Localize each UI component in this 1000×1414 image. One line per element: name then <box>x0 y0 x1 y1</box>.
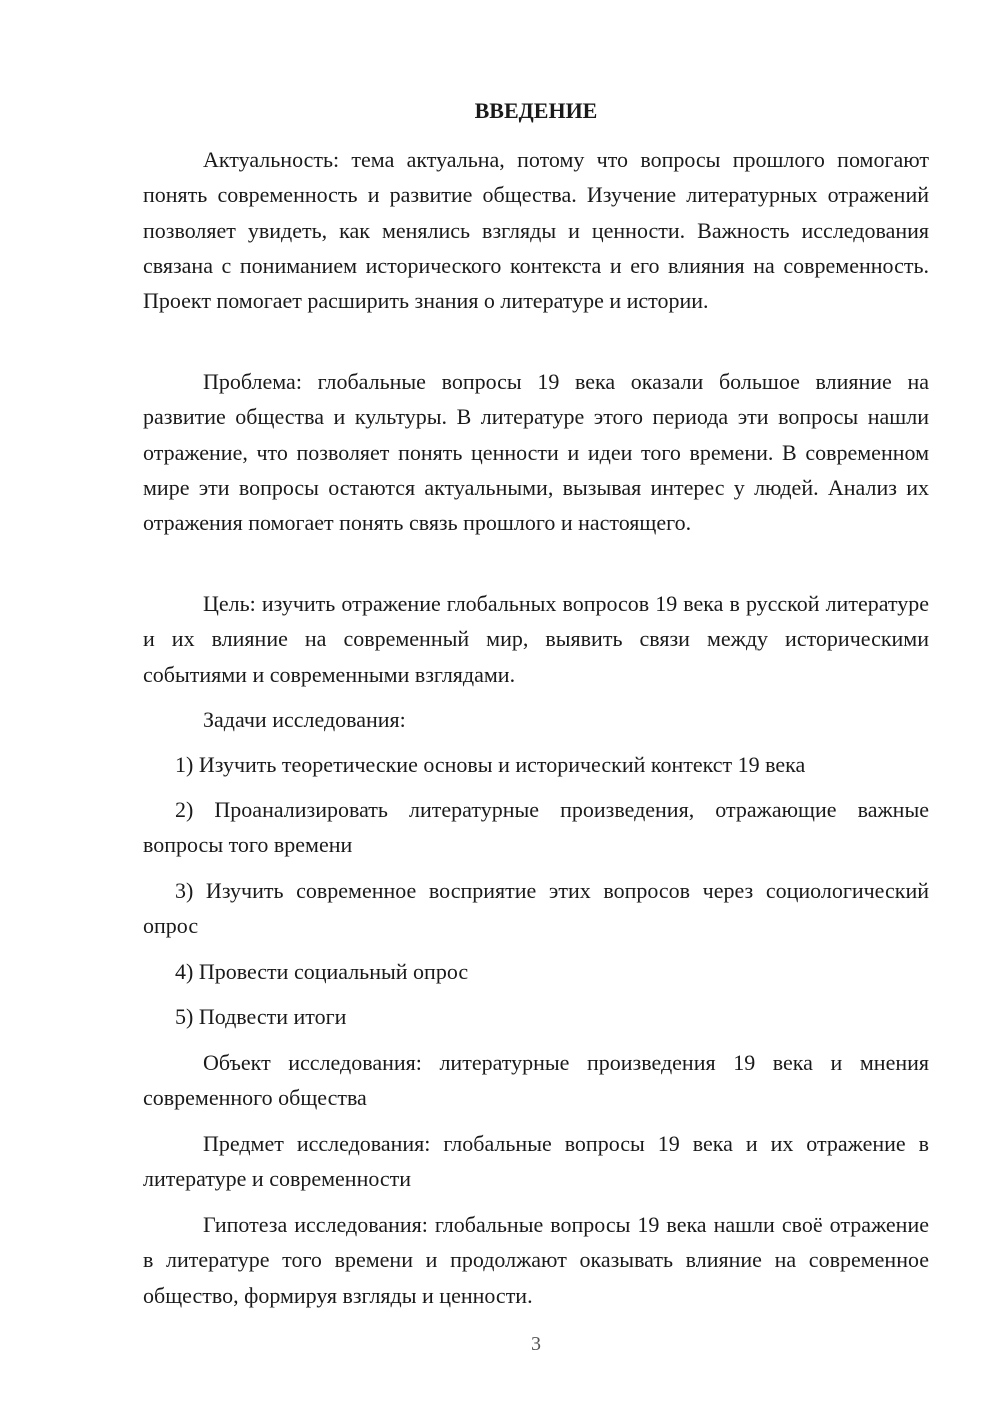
task-item-4: 4) Провести социальный опрос <box>175 959 469 984</box>
subject-paragraph: Предмет исследования: глобальные вопросы 19 века и их отражение в литературе и современности <box>143 1131 929 1192</box>
task-item-1: 1) Изучить теоретические основы и исторический контекст 19 века <box>175 752 806 777</box>
object-paragraph: Объект исследования: литературные произведения 19 века и мнения современного общества <box>143 1050 929 1111</box>
page-title: ВВЕДЕНИЕ <box>474 98 598 123</box>
task-item-2: 2) Проанализировать литературные произведения, отражающие важные вопросы того времени <box>143 797 929 858</box>
task-item-5: 5) Подвести итоги <box>175 1004 347 1029</box>
problem-paragraph: Проблема: глобальные вопросы 19 века оказали большое влияние на развитие общества и культуры. В литературе этого периода эти вопросы нашли отражение, что позволяет понять ценности и идеи того времени. В современном мире эти вопросы остаются актуальными, вызывая интерес у людей. Анализ их отражения помогает понять связь прошлого и настоящего. <box>143 369 929 536</box>
relevance-paragraph: Актуальность: тема актуальна, потому что вопросы прошлого помогают понять современность и развитие общества. Изучение литературных отражений позволяет увидеть, как менялись взгляды и ценности. Важность исследования связана с пониманием исторического контекста и его влияния на современность. Проект помогает расширить знания о литературе и истории. <box>143 147 929 314</box>
goal-paragraph: Цель: изучить отражение глобальных вопросов 19 века в русской литературе и их влияние на современный мир, выявить связи между историческими событиями и современными взглядами. <box>143 591 929 687</box>
task-item-3: 3) Изучить современное восприятие этих вопросов через социологический опрос <box>143 878 929 939</box>
hypothesis-paragraph: Гипотеза исследования: глобальные вопросы 19 века нашли своё отражение в литературе того времени и продолжают оказывать влияние на современное общество, формируя взгляды и ценности. <box>143 1212 929 1308</box>
tasks-heading: Задачи исследования: <box>203 707 406 732</box>
page-number: 3 <box>531 1333 541 1355</box>
